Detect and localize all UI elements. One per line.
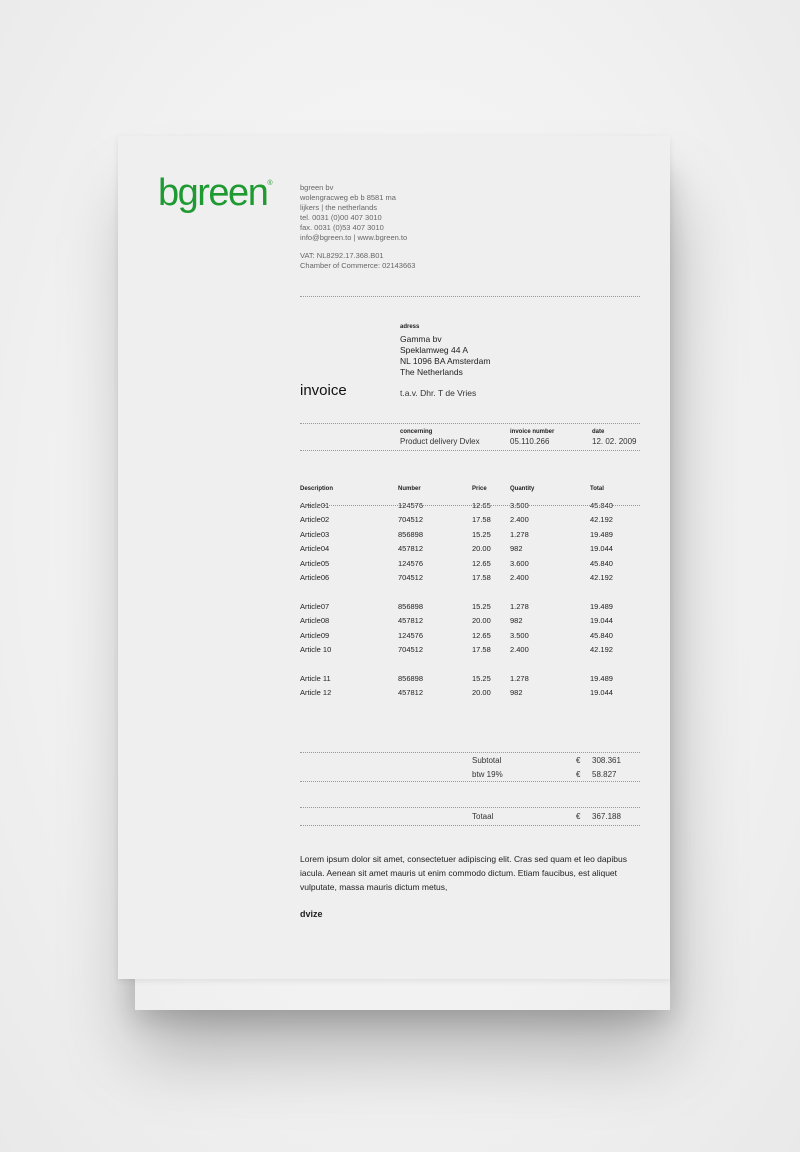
- item-price: 15.25: [472, 601, 491, 611]
- address-line: Speklamweg 44 A: [400, 345, 469, 355]
- table-row: [300, 599, 640, 614]
- company-vat: VAT: NL8292.17.368.B01: [300, 251, 384, 260]
- group-spacer: [300, 585, 640, 599]
- item-description: Article 11: [300, 673, 331, 683]
- meta-invoice-number: invoice number 05.110.266: [510, 429, 555, 446]
- item-price: 12.65: [472, 500, 491, 510]
- address-label: adress: [400, 324, 420, 330]
- divider: [300, 825, 640, 826]
- total-value: 367.188: [592, 812, 621, 821]
- company-coc: Chamber of Commerce: 02143663: [300, 261, 416, 270]
- item-description: Article07: [300, 601, 330, 611]
- items-table: [300, 486, 640, 700]
- closing-text: Lorem ipsum dolor sit amet, consectetuer adipiscing elit. Cras sed quam et leo dapibus iacula. Aenean sit amet mauris ut enim commodo dictum. Etiam faucibus, est aliquet vulputate, massa mauris dictum metus,: [300, 854, 627, 892]
- divider: [300, 296, 640, 297]
- item-total: 45.840: [590, 630, 613, 640]
- subtotal-label: Subtotal: [472, 756, 502, 765]
- item-description: Article06: [300, 573, 330, 583]
- vat-value: 58.827: [592, 770, 617, 779]
- item-description: Article03: [300, 529, 330, 539]
- table-row: [300, 571, 640, 586]
- table-row: [300, 527, 640, 542]
- meta-date: date 12. 02. 2009: [592, 429, 637, 446]
- divider: [300, 423, 640, 424]
- item-number: 856898: [398, 601, 424, 611]
- item-quantity: 1.278: [510, 529, 529, 539]
- item-number: 457812: [398, 616, 424, 626]
- address-line: The Netherlands: [400, 367, 463, 377]
- recipient-address: [400, 322, 490, 378]
- item-price: 17.58: [472, 573, 491, 583]
- divider: [300, 450, 640, 451]
- company-line: wolengracweg eb b 8581 ma: [300, 193, 396, 202]
- item-total: 45.840: [590, 500, 613, 510]
- table-row: [300, 542, 640, 557]
- item-quantity: 1.278: [510, 601, 529, 611]
- item-quantity: 2.400: [510, 645, 529, 655]
- company-line: info@bgreen.to | www.bgreen.to: [300, 233, 408, 242]
- item-number: 124576: [398, 500, 424, 510]
- item-quantity: 3.500: [510, 500, 529, 510]
- item-total: 19.489: [590, 601, 613, 611]
- table-row: [300, 686, 640, 701]
- header-number: Number: [398, 486, 421, 492]
- item-quantity: 982: [510, 544, 523, 554]
- signature: dvize: [300, 909, 323, 919]
- divider: [300, 752, 640, 753]
- item-quantity: 2.400: [510, 515, 529, 525]
- subtotal-value: 308.361: [592, 756, 621, 765]
- table-row: [300, 643, 640, 658]
- company-line: fax. 0031 (0)53 407 3010: [300, 223, 384, 232]
- item-total: 19.044: [590, 688, 613, 698]
- company-line: tel. 0031 (0)00 407 3010: [300, 213, 382, 222]
- header-quantity: Quantity: [510, 486, 535, 492]
- table-row: [300, 556, 640, 571]
- item-total: 45.840: [590, 558, 613, 568]
- address-line: Gamma bv: [400, 334, 442, 344]
- item-number: 704512: [398, 515, 424, 525]
- group-spacer: [300, 657, 640, 671]
- item-description: Article08: [300, 616, 330, 626]
- item-price: 20.00: [472, 616, 491, 626]
- total-currency: €: [576, 812, 581, 821]
- divider: [300, 807, 640, 808]
- subtotal-currency: €: [576, 756, 581, 765]
- item-description: Article02: [300, 515, 330, 525]
- item-quantity: 982: [510, 616, 523, 626]
- item-description: Article 12: [300, 688, 332, 698]
- invoice-sheet: [118, 136, 670, 979]
- item-total: 42.192: [590, 515, 613, 525]
- item-number: 704512: [398, 645, 424, 655]
- item-quantity: 2.400: [510, 573, 529, 583]
- total-label: Totaal: [472, 812, 494, 821]
- header-total: Total: [590, 486, 604, 492]
- company-line: bgreen bv: [300, 183, 334, 192]
- header-price: Price: [472, 486, 487, 492]
- company-line: lijkers | the netherlands: [300, 203, 377, 212]
- item-price: 12.65: [472, 630, 491, 640]
- item-number: 704512: [398, 573, 424, 583]
- item-quantity: 1.278: [510, 673, 529, 683]
- header-description: Description: [300, 486, 334, 492]
- item-price: 17.58: [472, 645, 491, 655]
- bgreen-logo: bgreen®: [158, 172, 273, 214]
- table-row: [300, 671, 640, 686]
- item-price: 17.58: [472, 515, 491, 525]
- item-description: Article05: [300, 558, 330, 568]
- item-total: 42.192: [590, 645, 613, 655]
- item-description: Article09: [300, 630, 330, 640]
- vat-currency: €: [576, 770, 581, 779]
- item-number: 856898: [398, 529, 424, 539]
- item-number: 457812: [398, 688, 424, 698]
- item-price: 15.25: [472, 673, 491, 683]
- item-price: 15.25: [472, 529, 491, 539]
- item-quantity: 982: [510, 688, 523, 698]
- items-body: [300, 498, 640, 700]
- item-price: 12.65: [472, 558, 491, 568]
- address-line: NL 1096 BA Amsterdam: [400, 356, 491, 366]
- item-price: 20.00: [472, 688, 491, 698]
- item-total: 19.044: [590, 616, 613, 626]
- item-total: 19.489: [590, 673, 613, 683]
- item-price: 20.00: [472, 544, 491, 554]
- item-number: 124576: [398, 558, 424, 568]
- item-description: Article 10: [300, 645, 332, 655]
- divider: [300, 781, 640, 782]
- meta-concerning: concerning Product delivery Dvlex: [400, 429, 480, 446]
- vat-label: btw 19%: [472, 770, 503, 779]
- item-number: 457812: [398, 544, 424, 554]
- divider: [300, 505, 640, 506]
- table-row: [300, 513, 640, 528]
- item-quantity: 3.600: [510, 558, 529, 568]
- item-total: 42.192: [590, 573, 613, 583]
- table-row: [300, 628, 640, 643]
- table-header-row: [300, 486, 640, 498]
- item-number: 856898: [398, 673, 424, 683]
- item-description: Article04: [300, 544, 330, 554]
- company-details: [300, 183, 415, 271]
- item-total: 19.489: [590, 529, 613, 539]
- invoice-title: invoice: [300, 382, 347, 399]
- attention-line: t.a.v. Dhr. T de Vries: [400, 388, 477, 398]
- item-total: 19.044: [590, 544, 613, 554]
- item-quantity: 3.500: [510, 630, 529, 640]
- item-number: 124576: [398, 630, 424, 640]
- item-description: Article01: [300, 500, 330, 510]
- table-row: [300, 614, 640, 629]
